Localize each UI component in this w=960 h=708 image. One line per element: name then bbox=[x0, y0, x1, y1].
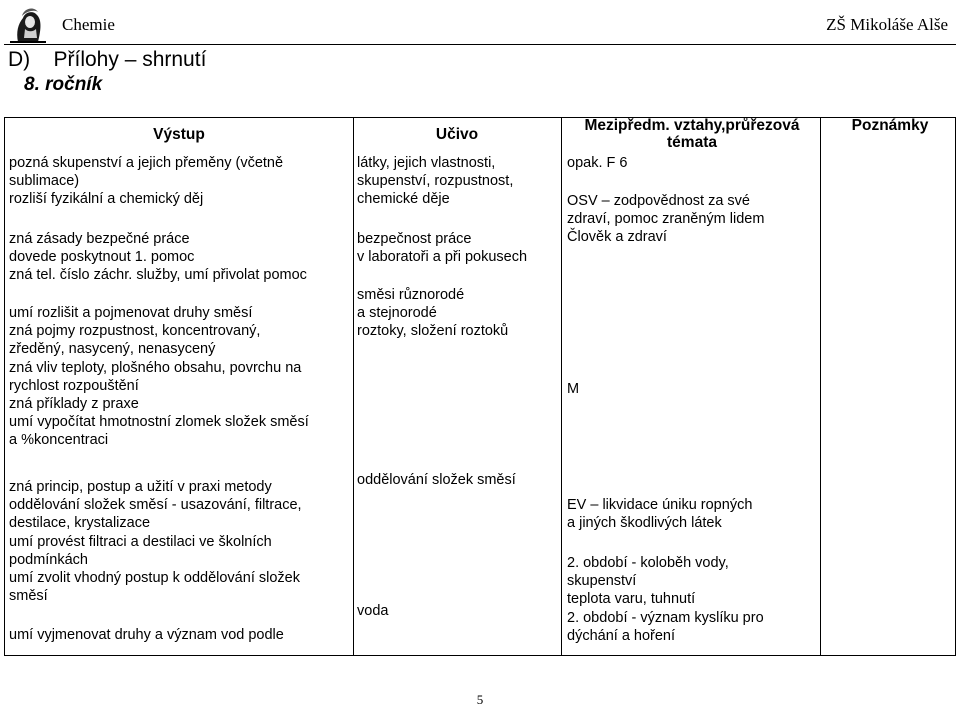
section-title: D) Přílohy – shrnutí bbox=[8, 48, 207, 71]
mezipredm-block-1: opak. F 6 bbox=[567, 155, 628, 171]
column-divider bbox=[353, 118, 354, 655]
header-divider bbox=[4, 44, 956, 45]
school-logo-icon bbox=[6, 2, 50, 44]
header-ucivo: Učivo bbox=[435, 126, 479, 143]
column-divider bbox=[561, 118, 562, 655]
vystup-block-4: zná princip, postup a užití v praxi metody oddělování složek směsí - usazování, filtrace, destilace, krystalizace umí provést filtraci a destilaci ve školních podmínkách umí zvolit vhodný postup k oddělování složek směsí bbox=[9, 479, 302, 605]
grade-subtitle: 8. ročník bbox=[24, 74, 103, 95]
header-vystup: Výstup bbox=[153, 126, 205, 143]
header-school: ZŠ Mikoláše Alše bbox=[826, 15, 948, 34]
column-divider bbox=[820, 118, 821, 655]
page-number: 5 bbox=[476, 692, 484, 707]
ucivo-block-1: látky, jejich vlastnosti, skupenství, rozpustnost, chemické děje bbox=[357, 155, 514, 208]
mezipredm-block-5: 2. období - koloběh vody, skupenství teplota varu, tuhnutí 2. období - význam kyslíku pro dýchání a hoření bbox=[567, 555, 764, 644]
ucivo-block-4: oddělování složek směsí bbox=[357, 472, 516, 488]
vystup-block-5: umí vyjmenovat druhy a význam vod podle bbox=[9, 627, 284, 643]
header-poznamky: Poznámky bbox=[851, 117, 929, 134]
header-subject: Chemie bbox=[62, 15, 115, 34]
vystup-block-1: pozná skupenství a jejich přeměny (včetně sublimace) rozliší fyzikální a chemický děj bbox=[9, 155, 284, 208]
page-header bbox=[0, 0, 960, 46]
vystup-block-3: umí rozlišit a pojmenovat druhy směsí zná pojmy rozpustnost, koncentrovaný, zředěný, nasycený, nenasycený zná vliv teploty, plošného obsahu, povrchu na rychlost rozpouštění zná příklady z praxe umí vypočítat hmotnostní zlomek složek směsí a %koncentraci bbox=[9, 305, 309, 449]
vystup-block-2: zná zásady bezpečné práce dovede poskytnout 1. pomoc zná tel. číslo záchr. služby, umí přivolat pomoc bbox=[9, 231, 307, 284]
mezipredm-block-4: EV – likvidace úniku ropných a jiných škodlivých látek bbox=[567, 497, 753, 532]
ucivo-block-3: směsi různorodé a stejnorodé roztoky, složení roztoků bbox=[357, 287, 509, 340]
header-mezipredm: Mezipředm. vztahy,průřezová témata bbox=[584, 117, 800, 151]
ucivo-block-2: bezpečnost práce v laboratoři a při pokusech bbox=[357, 231, 528, 266]
ucivo-block-5: voda bbox=[357, 603, 389, 619]
mezipredm-block-3: M bbox=[567, 381, 580, 397]
mezipredm-block-2: OSV – zodpovědnost za své zdraví, pomoc zraněným lidem Člověk a zdraví bbox=[567, 193, 765, 246]
curriculum-table bbox=[4, 117, 956, 656]
